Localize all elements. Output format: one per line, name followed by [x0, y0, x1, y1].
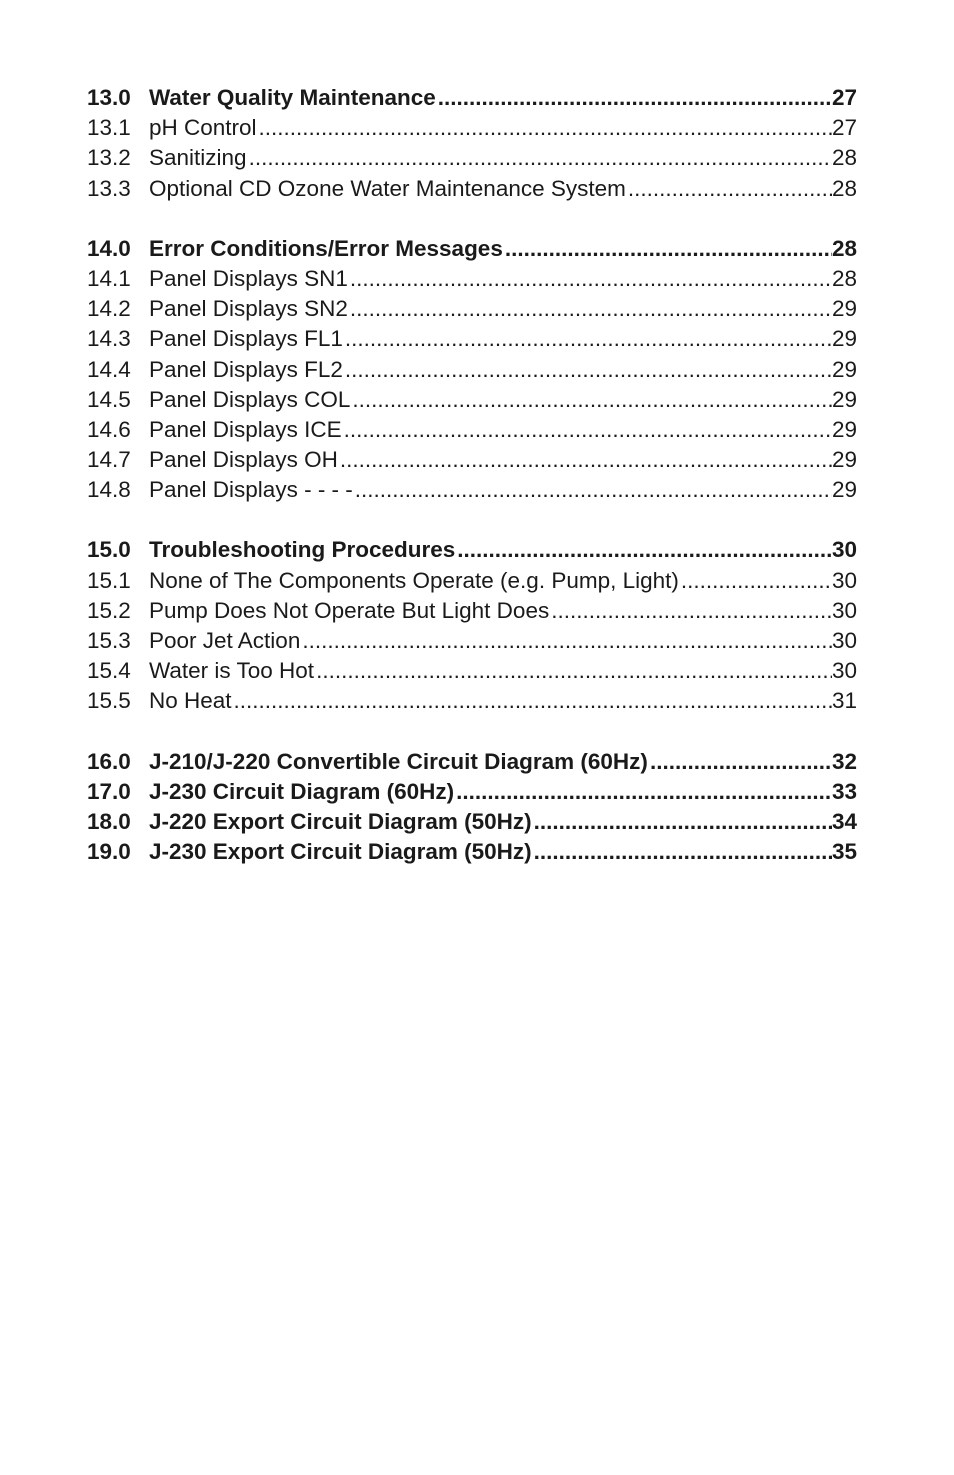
dot-leader [650, 747, 832, 777]
entry-title: Poor Jet Action [149, 628, 301, 653]
toc-section [87, 83, 857, 204]
entry-number: 14.7 [87, 447, 131, 473]
dot-leader [457, 535, 832, 565]
dot-leader [316, 656, 832, 686]
toc-section [87, 535, 857, 716]
toc-entry[interactable] [87, 324, 857, 354]
toc-entry[interactable] [87, 355, 857, 385]
entry-number: 14.1 [87, 265, 131, 291]
toc-entry[interactable] [87, 445, 857, 475]
entry-number: 14.0 [87, 235, 131, 261]
toc-entry[interactable] [87, 113, 857, 143]
dot-leader [355, 475, 832, 505]
entry-number: 14.3 [87, 326, 131, 352]
entry-page-number: 28 [831, 235, 857, 261]
dot-leader [350, 264, 832, 294]
entry-page-number: 30 [831, 658, 857, 684]
entry-title: Optional CD Ozone Water Maintenance System [149, 175, 626, 201]
entry-title: No Heat [149, 688, 232, 714]
dot-leader [249, 143, 832, 173]
entry-title: Panel Displays OH [149, 447, 338, 473]
entry-title: Sanitizing [149, 145, 247, 171]
entry-page-number: 27 [831, 85, 857, 110]
dot-leader [438, 83, 832, 113]
dot-leader [534, 807, 832, 837]
entry-title: pH Control [149, 115, 257, 141]
entry-title: Error Conditions/Error Messages [149, 235, 503, 261]
toc-entry[interactable] [87, 385, 857, 415]
entry-page-number: 34 [831, 808, 857, 834]
toc-entry[interactable] [87, 535, 857, 565]
dot-leader [456, 777, 832, 807]
entry-number: 14.6 [87, 416, 131, 442]
entry-number: 19.0 [87, 839, 131, 865]
entry-page-number: 29 [831, 477, 857, 503]
entry-title: J-220 Export Circuit Diagram (50Hz) [149, 808, 532, 834]
toc-entry[interactable] [87, 747, 857, 777]
entry-page-number: 30 [831, 567, 857, 593]
entry-title: Panel Displays COL [149, 386, 351, 412]
entry-page-number: 29 [831, 447, 857, 473]
entry-title: Panel Displays FL1 [149, 326, 343, 352]
entry-title: Panel Displays - - - - [149, 477, 353, 503]
dot-leader [344, 415, 832, 445]
toc-entry[interactable] [87, 415, 857, 445]
dot-leader [234, 686, 832, 716]
dot-leader [345, 324, 832, 354]
entry-number: 13.0 [87, 85, 131, 110]
entry-page-number: 28 [831, 145, 857, 171]
entry-number: 15.5 [87, 688, 131, 714]
entry-number: 13.2 [87, 145, 131, 171]
toc-entry[interactable] [87, 837, 857, 867]
toc-entry[interactable] [87, 626, 857, 656]
entry-page-number: 29 [831, 356, 857, 382]
entry-number: 18.0 [87, 808, 131, 834]
dot-leader [681, 566, 832, 596]
dot-leader [259, 113, 832, 143]
toc-entry[interactable] [87, 475, 857, 505]
entry-title: None of The Components Operate (e.g. Pump, Light) [149, 567, 679, 593]
toc-entry[interactable] [87, 264, 857, 294]
toc-entry[interactable] [87, 656, 857, 686]
entry-number: 15.1 [87, 567, 131, 593]
entry-page-number: 29 [831, 296, 857, 322]
entry-number: 15.4 [87, 658, 131, 684]
entry-page-number: 27 [831, 115, 857, 141]
toc-entry[interactable] [87, 83, 857, 113]
toc-entry[interactable] [87, 807, 857, 837]
entry-page-number: 30 [831, 537, 857, 563]
entry-page-number: 33 [831, 778, 857, 804]
entry-page-number: 29 [831, 386, 857, 412]
table-of-contents [87, 83, 857, 867]
toc-entry[interactable] [87, 174, 857, 204]
entry-number: 15.2 [87, 597, 131, 623]
entry-page-number: 29 [831, 326, 857, 352]
entry-page-number: 31 [831, 688, 857, 714]
entry-number: 13.1 [87, 115, 131, 141]
dot-leader [350, 294, 832, 324]
entry-page-number: 30 [831, 597, 857, 623]
entry-page-number: 29 [831, 416, 857, 442]
toc-entry[interactable] [87, 566, 857, 596]
entry-title: Panel Displays FL2 [149, 356, 343, 382]
entry-title: Panel Displays SN2 [149, 296, 348, 322]
entry-number: 14.8 [87, 477, 131, 503]
entry-title: Water is Too Hot [149, 658, 315, 684]
entry-title: Pump Does Not Operate But Light Does [149, 597, 550, 623]
entry-title: Troubleshooting Procedures [149, 537, 456, 563]
toc-entry[interactable] [87, 777, 857, 807]
entry-title: Panel Displays SN1 [149, 265, 348, 291]
entry-page-number: 32 [831, 748, 857, 774]
toc-entry[interactable] [87, 294, 857, 324]
entry-title: J-230 Export Circuit Diagram (50Hz) [149, 839, 532, 865]
entry-number: 14.5 [87, 386, 131, 412]
dot-leader [352, 385, 832, 415]
entry-page-number: 30 [831, 628, 857, 653]
dot-leader [551, 596, 832, 626]
dot-leader [628, 174, 832, 204]
toc-section [87, 747, 857, 868]
entry-number: 14.4 [87, 356, 131, 382]
dot-leader [345, 355, 832, 385]
entry-page-number: 35 [831, 839, 857, 865]
entry-page-number: 28 [831, 265, 857, 291]
dot-leader [302, 626, 832, 656]
toc-entry[interactable] [87, 686, 857, 716]
entry-title: Water Quality Maintenance [149, 85, 436, 110]
dot-leader [505, 234, 832, 264]
entry-title: Panel Displays ICE [149, 416, 342, 442]
toc-entry[interactable] [87, 234, 857, 264]
entry-number: 15.3 [87, 628, 131, 653]
toc-section [87, 234, 857, 506]
entry-number: 16.0 [87, 748, 131, 774]
toc-entry[interactable] [87, 596, 857, 626]
dot-leader [534, 837, 832, 867]
entry-number: 15.0 [87, 537, 131, 563]
entry-number: 13.3 [87, 175, 131, 201]
entry-page-number: 28 [831, 175, 857, 201]
entry-number: 17.0 [87, 778, 131, 804]
entry-title: J-230 Circuit Diagram (60Hz) [149, 778, 455, 804]
entry-number: 14.2 [87, 296, 131, 322]
toc-entry[interactable] [87, 143, 857, 173]
dot-leader [340, 445, 832, 475]
entry-title: J-210/J-220 Convertible Circuit Diagram (60Hz) [149, 748, 648, 774]
